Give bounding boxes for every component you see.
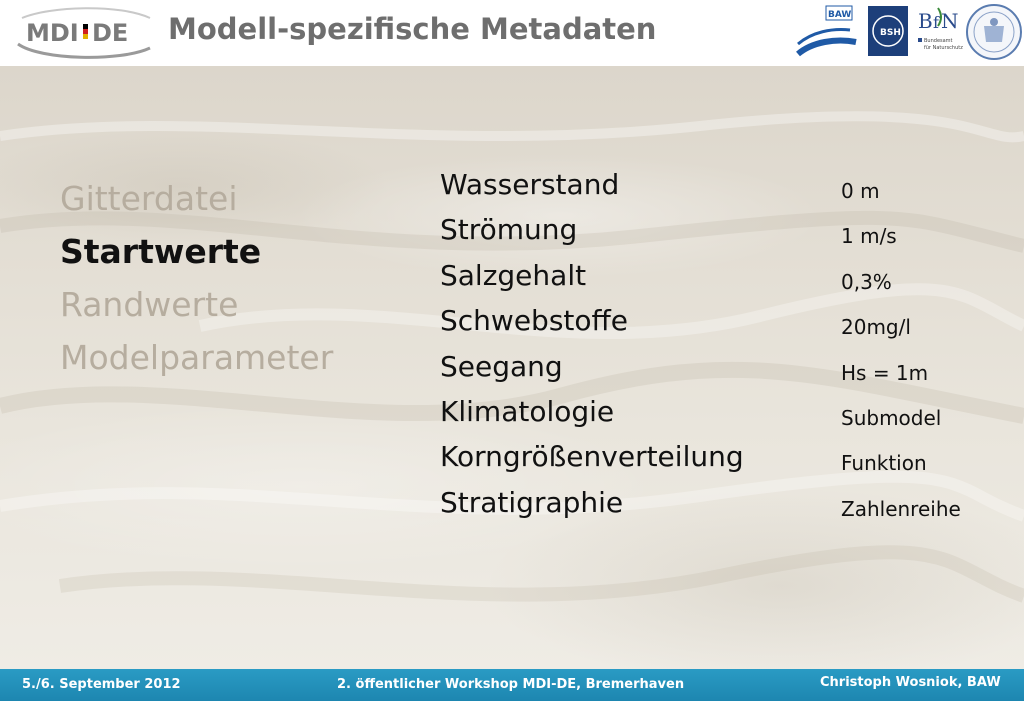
partner-logos [792, 2, 1024, 62]
parameter-row [440, 486, 1000, 531]
parameter-row [440, 168, 1000, 213]
parameter-value: Hs = 1m [841, 360, 929, 385]
svg-text:DE: DE [92, 19, 129, 47]
svg-text:BAW: BAW [828, 10, 852, 20]
footer-author: Christoph Wosniok, BAW [820, 675, 1001, 690]
agenda-item-startwerte: Startwerte [60, 232, 262, 271]
svg-text:f: f [933, 13, 939, 32]
bsh-logo [868, 6, 908, 56]
parameter-value: Zahlenreihe [841, 496, 961, 521]
parameter-name: Seegang [440, 349, 563, 383]
svg-text:B: B [918, 9, 933, 33]
svg-text:N: N [941, 9, 959, 33]
slide-title: Modell-spezifische Metadaten [168, 12, 657, 46]
svg-text:BSH: BSH [880, 28, 901, 38]
parameter-row [440, 304, 1000, 349]
university-seal-logo [967, 5, 1021, 59]
svg-text:Bundesamt: Bundesamt [924, 38, 953, 44]
parameter-name: Strömung [440, 213, 578, 247]
parameter-name: Schwebstoffe [440, 304, 629, 338]
agenda-item-modelparameter: Modelparameter [60, 338, 334, 377]
svg-text:für Naturschutz: für Naturschutz [924, 45, 963, 51]
slide-footer [0, 669, 1024, 709]
parameter-row [440, 395, 1000, 440]
parameter-row [440, 440, 1000, 485]
parameter-value: Submodel [841, 405, 942, 430]
mdi-de-logo [10, 4, 160, 60]
footer-event: 2. öffentlicher Workshop MDI-DE, Bremerhaven [337, 677, 685, 692]
parameter-value: 0 m [841, 179, 880, 203]
parameter-value: 0,3% [841, 269, 892, 294]
agenda-list [60, 172, 333, 384]
parameter-name: Korngrößenverteilung [440, 440, 744, 474]
parameter-table [440, 168, 1000, 531]
parameter-value: 20mg/l [841, 315, 911, 340]
parameter-name: Salzgehalt [440, 258, 587, 292]
footer-date: 5./6. September 2012 [22, 677, 181, 692]
slide-header [0, 0, 1024, 66]
svg-text:MDI: MDI [26, 19, 79, 47]
parameter-row [440, 350, 1000, 395]
parameter-row [440, 213, 1000, 258]
bfn-logo [918, 8, 963, 51]
parameter-value: Funktion [841, 451, 927, 476]
parameter-name: Wasserstand [440, 168, 620, 201]
content-area [0, 66, 1024, 669]
parameter-name: Stratigraphie [440, 485, 624, 519]
parameter-name: Klimatologie [440, 394, 615, 428]
agenda-item-randwerte: Randwerte [60, 285, 239, 324]
agenda-item-gitterdatei: Gitterdatei [60, 179, 238, 218]
parameter-value: 1 m/s [841, 224, 897, 249]
parameter-row [440, 259, 1000, 304]
baw-logo [798, 6, 856, 54]
